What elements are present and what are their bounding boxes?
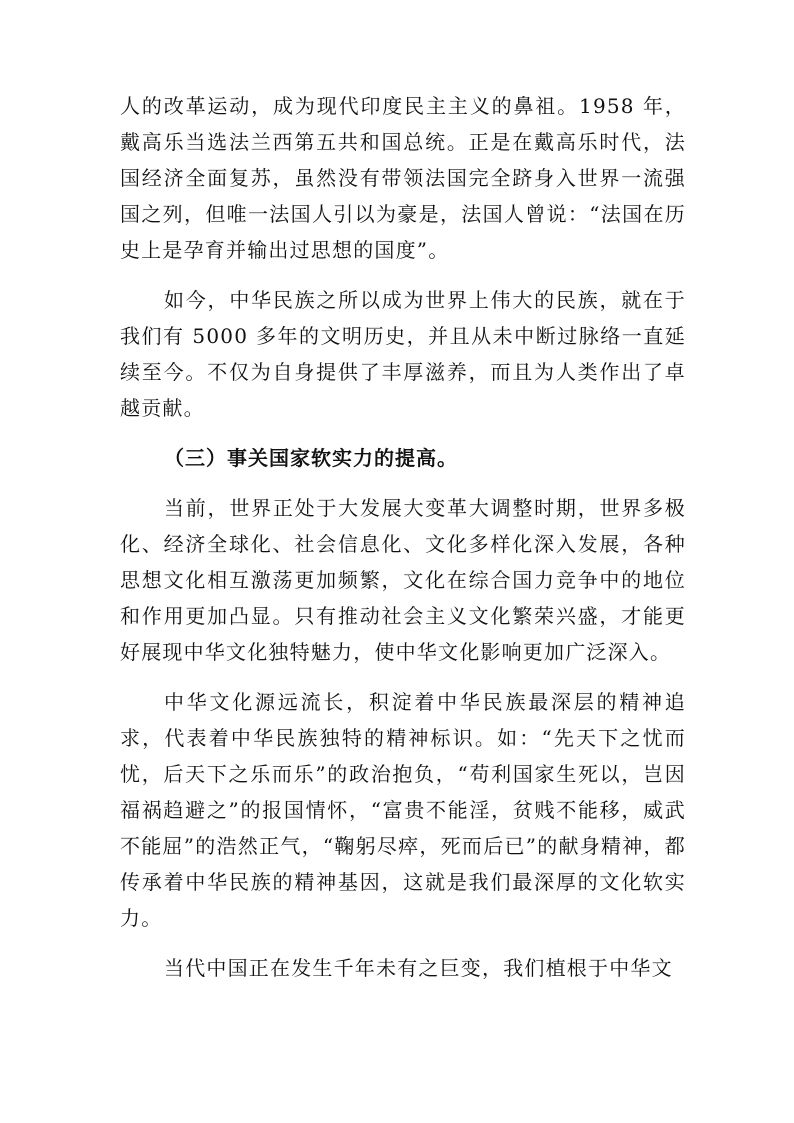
paragraph-3: 当前，世界正处于大发展大变革大调整时期，世界多极化、经济全球化、社会信息化、文化多样化深入发展，各种思想文化相互激荡更加频繁，文化在综合国力竞争中的地位和作用更加凸显。只有推动社会主义文化繁荣兴盛，才能更好展现中华文化独特魅力，使中华文化影响更加广泛深入。 [120,496,686,664]
section-heading: （三）事关国家软实力的提高。 [164,446,458,470]
paragraph-1: 人的改革运动，成为现代印度民主主义的鼻祖。1958 年，戴高乐当选法兰西第五共和国总统。正是在戴高乐时代，法国经济全面复苏，虽然没有带领法国完全跻身入世界一流强国之列，但唯一法国人引以为豪是，法国人曾说：“法国在历史上是孕育并输出过思想的国度”。 [120,94,686,262]
paragraph-5: 当代中国正在发生千年未有之巨变，我们植根于中华文 [164,956,673,980]
document-body [120,88,686,1000]
paragraph-2: 如今，中华民族之所以成为世界上伟大的民族，就在于我们有 5000 多年的文明历史，并且从未中断过脉络一直延续至今。不仅为自身提供了丰厚滋养，而且为人类作出了卓越贡献。 [120,288,686,420]
paragraph-4: 中华文化源远流长，积淀着中华民族最深层的精神追求，代表着中华民族独特的精神标识。如：“先天下之忧而忧，后天下之乐而乐”的政治抱负，“苟利国家生死以，岂因福祸趋避之”的报国情怀，“富贵不能淫，贫贱不能移，威武不能屈”的浩然正气，“鞠躬尽瘁，死而后已”的献身精神，都传承着中华民族的精神基因，这就是我们最深厚的文化软实力。 [120,690,686,930]
